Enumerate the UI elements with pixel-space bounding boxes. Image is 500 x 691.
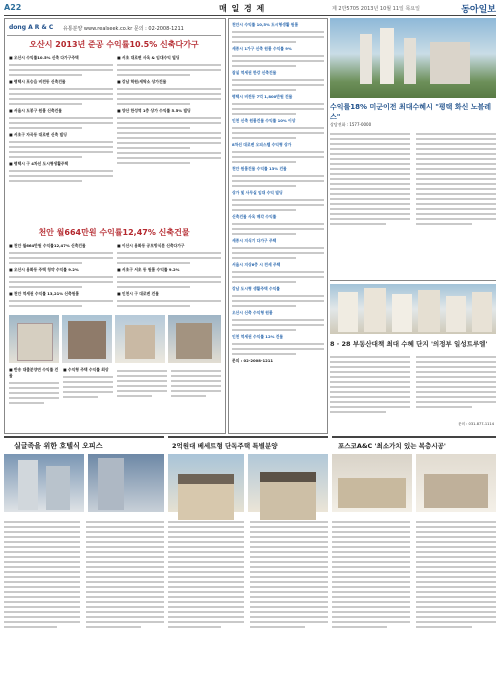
listing-item: ■ 평택시 포승읍 비전동 신축건물 [9, 79, 66, 84]
office-photo [4, 454, 84, 512]
right-mid-headline: 8 · 28 부동산대책 최대 수혜 단지 '의정부 일성트루엘' [330, 340, 488, 348]
ad-logo: dong A R & C [9, 24, 54, 31]
right-top-sub: 상담전화 : 1577-0000 [330, 122, 372, 127]
page-header [4, 2, 496, 16]
listing-item: ■ 오산시 용화동 주택 청약 수익률 9.2% [9, 267, 79, 272]
apartment-photo [330, 18, 496, 98]
newspaper-logo: 동아일보 [461, 5, 496, 15]
ad-headline-2: 천안 월664만원 수익률12,47% 신축건물 [38, 228, 190, 237]
right-mid-contact: 문의 : 031-877-1114 [458, 422, 494, 426]
bottom-ad-1 [4, 436, 164, 690]
middle-list-item-title: 상가 및 사무실 임대 수익 빌딩 [232, 190, 283, 195]
listing-item: ■ 서초구 자곡동 대로변 신축 빌딩 [9, 132, 67, 137]
listing-col-1 [9, 55, 113, 185]
ad-headline: 오산시 2013년 준공 수익률10.5% 신축다가구 [29, 40, 199, 49]
middle-list-item-title: 인천 신축 원룸건물 수익률 10% 이상 [232, 118, 296, 123]
interior-photo [416, 454, 496, 512]
listing-col-4 [117, 243, 221, 310]
left-ad [4, 18, 226, 434]
listing-footer [9, 367, 221, 407]
interior-photo [332, 454, 412, 512]
middle-list-item-title: 강남 도시형 생활주택 수익률 [232, 286, 280, 291]
listing-item: ■ 인천시 구 대로변 건물 [117, 291, 159, 296]
building-photo [9, 315, 59, 363]
building-photo-row [9, 315, 221, 363]
house-photo [248, 454, 328, 512]
middle-list-phone: 문의 : 02-2008-1211 [232, 358, 274, 363]
middle-list-item-title: 천안시 수익률 10,5% 도시형생활 원룸 [232, 22, 299, 27]
page-number: A22 [4, 3, 22, 12]
office-photo [88, 454, 164, 512]
complex-photo [330, 284, 496, 334]
issue-date: 제 2만5705 2013년 10월 11일 목요일 [332, 6, 420, 12]
listing-item: ■ 서초 대로변 사옥 & 임대수익 빌딩 [117, 55, 180, 60]
middle-list-item [232, 166, 324, 187]
middle-list-item [232, 310, 324, 331]
middle-list-item-title: 인천 역세권 수익률 12% 건물 [232, 334, 284, 339]
house-photo [168, 454, 244, 512]
listing-item: ■ 천안 역세권 수익률 13,21% 신축원룸 [9, 291, 80, 296]
middle-list-item [232, 286, 324, 307]
middle-list-item-title: 오산시 신축 수익형 원룸 [232, 310, 273, 315]
middle-list-item [232, 118, 324, 139]
middle-list-item-title: 세종시 지식기 다가구 주택 [232, 238, 277, 243]
middle-list-item-title: 잠실 역세권 한강 신축건물 [232, 70, 277, 75]
right-top-headline: 수익률18% 미군이전 최대수혜시 "평택 화신 노블레스" [330, 103, 492, 121]
middle-list-item [232, 70, 324, 91]
middle-list-item [232, 190, 324, 211]
middle-list-item-title: 천안 원룸건물 수익률 13% 건물 [232, 166, 287, 171]
bottom-ad-1-title: 실글족을 위한 호텔식 오피스 [14, 442, 103, 450]
bottom-ad-3-title: 포스코A&C '최소가치 있는 복층시공' [338, 442, 446, 450]
middle-list-item [232, 238, 324, 259]
section-title: 매 일 경 제 [219, 4, 266, 13]
middle-list-item [232, 46, 324, 67]
middle-list-item [232, 334, 324, 355]
listing-item: ■ 평택시 구 4차선 도시형생활주택 [9, 161, 69, 166]
listing-item: ■ 강남 학원/세탁소 상가건물 [117, 79, 167, 84]
middle-list [232, 22, 324, 364]
building-photo [62, 315, 112, 363]
middle-list-item [232, 22, 324, 43]
listing-item: ■ 이산시 용화동 공모방식분 신축다가구 [117, 243, 185, 248]
middle-list-item-title: 서울시 지상6층 시 전세 주택 [232, 262, 281, 267]
middle-list-item-title: 세종시 1가구 신축 원룸 수익률 9% [232, 46, 292, 51]
listing-item: ■ 천안 월664만원 수익률12,47% 신축건물 [9, 243, 86, 248]
middle-list-item [232, 94, 324, 115]
listing-item: ■ 수익형 주택 수익률 최상 [63, 367, 109, 372]
middle-list-ad [228, 18, 328, 434]
middle-list-item [232, 214, 324, 235]
middle-list-item-title: 신축건물 사옥 매각 수익률 [232, 214, 277, 219]
listing-item: ■ 반송 대출분양연 수익률 건물 [9, 367, 59, 378]
middle-list-item [232, 262, 324, 283]
middle-list-item-title: 평택시 비전동 7억 1,800만원 건물 [232, 94, 293, 99]
listing-item: ■ 서울시 도봉구 원룸 신축건물 [9, 108, 62, 113]
bottom-ad-2-title: 2억원대 베세트형 단독주택 특별분양 [172, 442, 278, 450]
listing-col-2 [117, 55, 221, 167]
middle-list-item-title: 8차선 대로변 오피스텔 수익형 상가 [232, 142, 292, 147]
bottom-ad-3 [332, 436, 496, 690]
right-mid-ad [330, 280, 496, 433]
bottom-ad-2 [168, 436, 328, 690]
middle-list-item [232, 142, 324, 163]
listing-item: ■ 서초구 서초 동 원룸 수익률 9.2% [117, 267, 180, 272]
right-top-ad [330, 18, 496, 274]
listing-item: ■ 양산 한성역 1층 상가 수익률 5.5% 빌딩 [117, 108, 191, 113]
building-photo [168, 315, 221, 363]
ad-contact: 유통분양 www.realseek.co.kr 문의 : 02-2008-1211 [63, 26, 184, 32]
listing-item: ■ 오산시 수익률10.5% 신축 다가구주택 [9, 55, 79, 60]
ad-logo-bar [7, 21, 221, 36]
listing-col-3 [9, 243, 113, 310]
building-photo [115, 315, 165, 363]
